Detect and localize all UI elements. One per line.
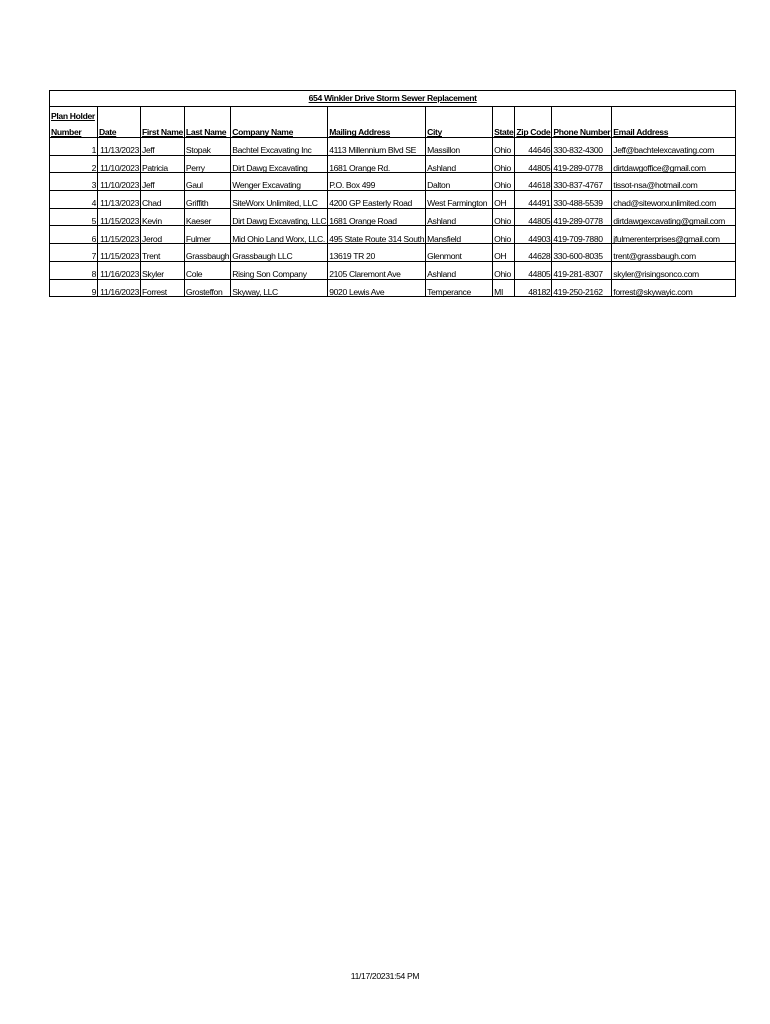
city-cell: Massillon [426, 138, 493, 156]
date-cell: 11/15/2023 [98, 208, 141, 226]
phone-number-cell: 330-832-4300 [552, 138, 612, 156]
header-date-cell [98, 121, 141, 138]
email-address-cell: skyler@risingsonco.com [612, 261, 736, 279]
last-name-cell: Grassbaugh [184, 244, 230, 262]
last-name-cell: Kaeser [184, 208, 230, 226]
state-cell: Ohio [493, 261, 515, 279]
header-email-address-cell [612, 121, 736, 138]
company-name-cell: Dirt Dawg Excavating [231, 155, 328, 173]
header-zip-code: Zip Code [516, 127, 551, 138]
date-cell: 11/15/2023 [98, 226, 141, 244]
header-number-cell [50, 121, 98, 138]
email-address-cell: chad@siteworxunlimited.com [612, 191, 736, 209]
header-mailing-address: Mailing Address [329, 127, 391, 138]
header-phone-number: Phone Number [553, 127, 611, 138]
date-cell: 11/16/2023 [98, 279, 141, 297]
date-cell: 11/13/2023 [98, 191, 141, 209]
last-name-cell: Perry [184, 155, 230, 173]
phone-number-cell: 330-488-5539 [552, 191, 612, 209]
state-cell: Ohio [493, 226, 515, 244]
state-cell: Ohio [493, 208, 515, 226]
header-date: Date [99, 127, 117, 138]
table-row [50, 261, 736, 279]
first-name-cell: Patricia [141, 155, 185, 173]
email-address-cell: dirtdawgexcavating@gmail.com [612, 208, 736, 226]
zip-code-cell: 44903 [515, 226, 552, 244]
company-name-cell: Grassbaugh LLC [231, 244, 328, 262]
header-plan-holder-cell [50, 107, 98, 122]
plan-holder-number-cell: 5 [50, 208, 98, 226]
plan-holders-table [49, 90, 736, 297]
state-cell: Ohio [493, 155, 515, 173]
date-cell: 11/15/2023 [98, 244, 141, 262]
city-cell: Mansfield [426, 226, 493, 244]
header-row-1 [50, 107, 736, 122]
table-row [50, 173, 736, 191]
header-row-2 [50, 121, 736, 138]
table-row [50, 138, 736, 156]
city-cell: Ashland [426, 155, 493, 173]
table-row [50, 191, 736, 209]
mailing-address-cell: 1681 Orange Road [328, 208, 426, 226]
date-cell: 11/16/2023 [98, 261, 141, 279]
last-name-cell: Gaul [184, 173, 230, 191]
company-name-cell: Wenger Excavating [231, 173, 328, 191]
header-state-cell [493, 121, 515, 138]
mailing-address-cell: 13619 TR 20 [328, 244, 426, 262]
zip-code-cell: 48182 [515, 279, 552, 297]
mailing-address-cell: 1681 Orange Rd. [328, 155, 426, 173]
phone-number-cell: 419-281-8307 [552, 261, 612, 279]
city-cell: Temperance [426, 279, 493, 297]
date-cell: 11/13/2023 [98, 138, 141, 156]
company-name-cell: Mid Ohio Land Worx, LLC. [231, 226, 328, 244]
last-name-cell: Grosteffon [184, 279, 230, 297]
phone-number-cell: 419-709-7880 [552, 226, 612, 244]
table-row [50, 279, 736, 297]
last-name-cell: Cole [184, 261, 230, 279]
plan-holder-number-cell: 1 [50, 138, 98, 156]
table-row [50, 244, 736, 262]
phone-number-cell: 419-250-2162 [552, 279, 612, 297]
mailing-address-cell: P.O. Box 499 [328, 173, 426, 191]
zip-code-cell: 44805 [515, 208, 552, 226]
city-cell: Dalton [426, 173, 493, 191]
plan-holder-number-cell: 2 [50, 155, 98, 173]
plan-holder-number-cell: 6 [50, 226, 98, 244]
header-phone-number-cell [552, 121, 612, 138]
city-cell: Ashland [426, 261, 493, 279]
last-name-cell: Griffith [184, 191, 230, 209]
company-name-cell: Dirt Dawg Excavating, LLC [231, 208, 328, 226]
mailing-address-cell: 4200 GP Easterly Road [328, 191, 426, 209]
company-name-cell: Bachtel Excavating Inc [231, 138, 328, 156]
plan-holder-number-cell: 3 [50, 173, 98, 191]
zip-code-cell: 44628 [515, 244, 552, 262]
mailing-address-cell: 4113 Millennium Blvd SE [328, 138, 426, 156]
header-plan-holder: Plan Holder [51, 111, 95, 121]
last-name-cell: Fulmer [184, 226, 230, 244]
first-name-cell: Jerod [141, 226, 185, 244]
zip-code-cell: 44491 [515, 191, 552, 209]
state-cell: MI [493, 279, 515, 297]
mailing-address-cell: 2105 Claremont Ave [328, 261, 426, 279]
zip-code-cell: 44646 [515, 138, 552, 156]
email-address-cell: jfulmerenterprises@gmail.com [612, 226, 736, 244]
state-cell: OH [493, 244, 515, 262]
email-address-cell: Jeff@bachtelexcavating.com [612, 138, 736, 156]
header-zip-code-cell [515, 121, 552, 138]
sheet-title-cell [50, 91, 736, 107]
first-name-cell: Kevin [141, 208, 185, 226]
state-cell: OH [493, 191, 515, 209]
plan-holder-number-cell: 4 [50, 191, 98, 209]
city-cell: Ashland [426, 208, 493, 226]
table-row [50, 226, 736, 244]
plan-holder-number-cell: 9 [50, 279, 98, 297]
header-email-address: Email Address [613, 127, 669, 138]
state-cell: Ohio [493, 138, 515, 156]
print-timestamp: 11/17/20231:54 PM [350, 971, 420, 981]
header-last-name: Last Name [185, 127, 227, 138]
phone-number-cell: 419-289-0778 [552, 208, 612, 226]
mailing-address-cell: 495 State Route 314 South [328, 226, 426, 244]
zip-code-cell: 44618 [515, 173, 552, 191]
last-name-cell: Stopak [184, 138, 230, 156]
city-cell: West Farmington [426, 191, 493, 209]
sheet-title: 654 Winkler Drive Storm Sewer Replacement [308, 93, 477, 104]
date-cell: 11/10/2023 [98, 155, 141, 173]
zip-code-cell: 44805 [515, 261, 552, 279]
header-company-name-cell [231, 121, 328, 138]
header-first-name: First Name [142, 127, 183, 138]
mailing-address-cell: 9020 Lewis Ave [328, 279, 426, 297]
company-name-cell: Skyway, LLC [231, 279, 328, 297]
first-name-cell: Jeff [141, 173, 185, 191]
email-address-cell: tissot-nsa@hotmail.com [612, 173, 736, 191]
email-address-cell: dirtdawgoffice@gmail.com [612, 155, 736, 173]
first-name-cell: Chad [141, 191, 185, 209]
first-name-cell: Jeff [141, 138, 185, 156]
plan-holder-number-cell: 7 [50, 244, 98, 262]
title-row [50, 91, 736, 107]
header-number: Number [51, 127, 82, 138]
state-cell: Ohio [493, 173, 515, 191]
header-last-name-cell [184, 121, 230, 138]
header-city: City [427, 127, 442, 138]
zip-code-cell: 44805 [515, 155, 552, 173]
header-city-cell [426, 121, 493, 138]
table-row [50, 155, 736, 173]
header-mailing-address-cell [328, 121, 426, 138]
city-cell: Glenmont [426, 244, 493, 262]
first-name-cell: Skyler [141, 261, 185, 279]
header-state: State [494, 127, 514, 138]
phone-number-cell: 330-600-8035 [552, 244, 612, 262]
phone-number-cell: 330-837-4767 [552, 173, 612, 191]
date-cell: 11/10/2023 [98, 173, 141, 191]
first-name-cell: Forrest [141, 279, 185, 297]
email-address-cell: forrest@skywayic.com [612, 279, 736, 297]
header-company-name: Company Name [232, 127, 293, 138]
company-name-cell: SiteWorx Unlimited, LLC [231, 191, 328, 209]
first-name-cell: Trent [141, 244, 185, 262]
company-name-cell: Rising Son Company [231, 261, 328, 279]
header-first-name-cell [141, 121, 185, 138]
phone-number-cell: 419-289-0778 [552, 155, 612, 173]
table-row [50, 208, 736, 226]
email-address-cell: trent@grassbaugh.com [612, 244, 736, 262]
plan-holder-number-cell: 8 [50, 261, 98, 279]
